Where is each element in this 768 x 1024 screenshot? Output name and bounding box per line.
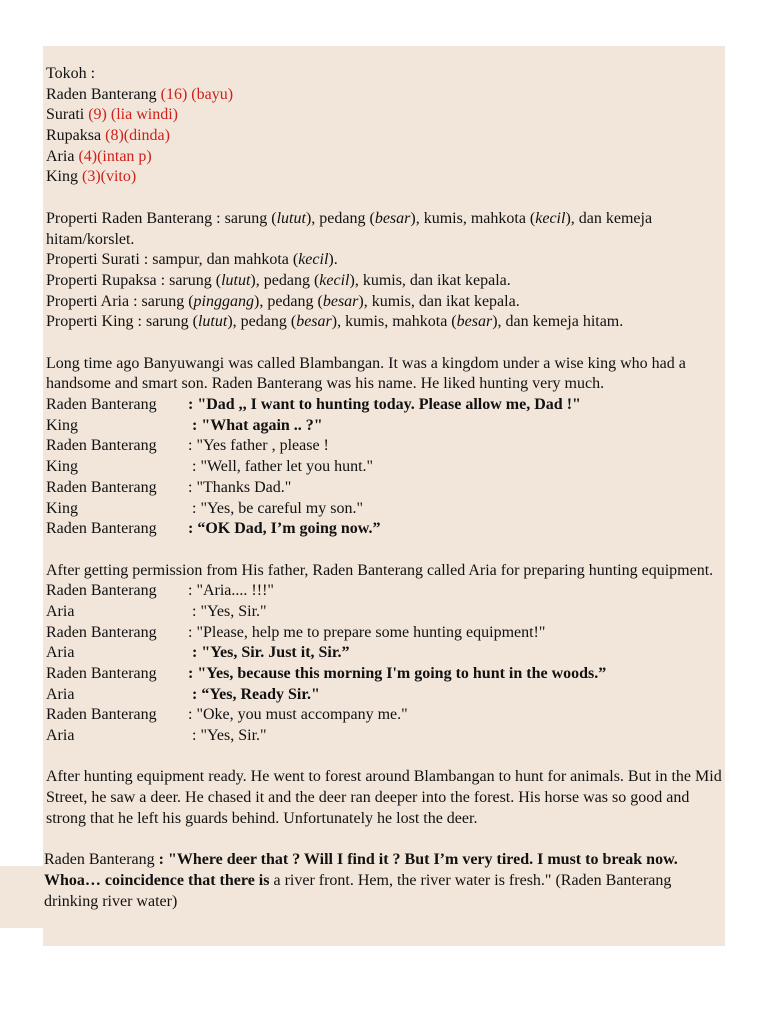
dialog-line: Raden Banterang : "Oke, you must accompany me.": [46, 706, 408, 724]
spacer: [46, 830, 722, 851]
props-raden: Properti Raden Banterang : sarung (lutut), pedang (besar), kumis, mahkota (kecil), dan kemeja hitam/korslet.: [46, 209, 653, 248]
cast-heading: Tokoh :: [46, 65, 96, 82]
document-body: [46, 64, 722, 912]
narration-paragraph: After hunting equipment ready. He went to forest around Blambangan to hunt for animals. But in the Mid Street, he saw a deer. He chased it and the deer ran deeper into the forest. His horse was so good and strong that he left his guards behind. Unfortunately he lost the deer.: [46, 768, 722, 827]
narration-paragraph: After getting permission from His father, Raden Banterang called Aria for preparing hunting equipment.: [46, 561, 714, 579]
cast-member: Surati (9) (lia windi): [46, 106, 178, 124]
dialog-line: Aria : “Yes, Ready Sir.": [46, 685, 320, 703]
cast-member: King (3)(vito): [46, 168, 137, 186]
dialog-line: King : "What again .. ?": [46, 416, 323, 434]
spacer: [46, 747, 722, 768]
spacer: [46, 333, 722, 354]
dialog-line: King : "Yes, be careful my son.": [46, 499, 363, 517]
cast-member: Raden Banterang (16) (bayu): [46, 85, 234, 103]
dialog-line: King : "Well, father let you hunt.": [46, 458, 374, 476]
narration-paragraph: Long time ago Banyuwangi was called Blambangan. It was a kingdom under a wise king who had a handsome and smart son. Raden Banterang was his name. He liked hunting very much.: [46, 354, 686, 393]
dialog-line: Raden Banterang : "Yes, because this morning I'm going to hunt in the woods.”: [46, 665, 607, 683]
props-surati: Properti Surati : sampur, dan mahkota (kecil).: [46, 251, 338, 269]
props-aria: Properti Aria : sarung (pinggang), pedang (besar), kumis, dan ikat kepala.: [46, 292, 520, 310]
dialog-line: Aria : "Yes, Sir. Just it, Sir.”: [46, 644, 350, 662]
dialog-line: Aria : "Yes, Sir.": [46, 602, 267, 620]
cast-member: Rupaksa (8)(dinda): [46, 127, 170, 145]
left-margin-tab: [0, 866, 44, 928]
spacer: [46, 188, 722, 209]
final-dialog: Raden Banterang : "Where deer that ? Will I find it ? But I’m very tired. I must to break now. Whoa… coincidence that there is a river front. Hem, the river water is fresh." (Raden Banterang drinking river water): [44, 851, 678, 910]
cast-member: Aria (4)(intan p): [46, 147, 152, 165]
spacer: [46, 540, 722, 561]
dialog-line: Raden Banterang : "Please, help me to prepare some hunting equipment!": [46, 623, 546, 641]
props-king: Properti King : sarung (lutut), pedang (besar), kumis, mahkota (besar), dan kemeja hitam.: [46, 313, 624, 331]
dialog-line: Raden Banterang : "Dad ,, I want to hunting today. Please allow me, Dad !": [46, 396, 581, 414]
dialog-line: Raden Banterang : "Yes father , please !: [46, 437, 329, 455]
dialog-line: Raden Banterang : "Thanks Dad.": [46, 478, 292, 496]
props-rupaksa: Properti Rupaksa : sarung (lutut), pedang (kecil), kumis, dan ikat kepala.: [46, 271, 511, 289]
dialog-line: Aria : "Yes, Sir.": [46, 727, 267, 745]
dialog-line: Raden Banterang : "Aria.... !!!": [46, 582, 274, 600]
dialog-line: Raden Banterang : “OK Dad, I’m going now.”: [46, 520, 381, 538]
